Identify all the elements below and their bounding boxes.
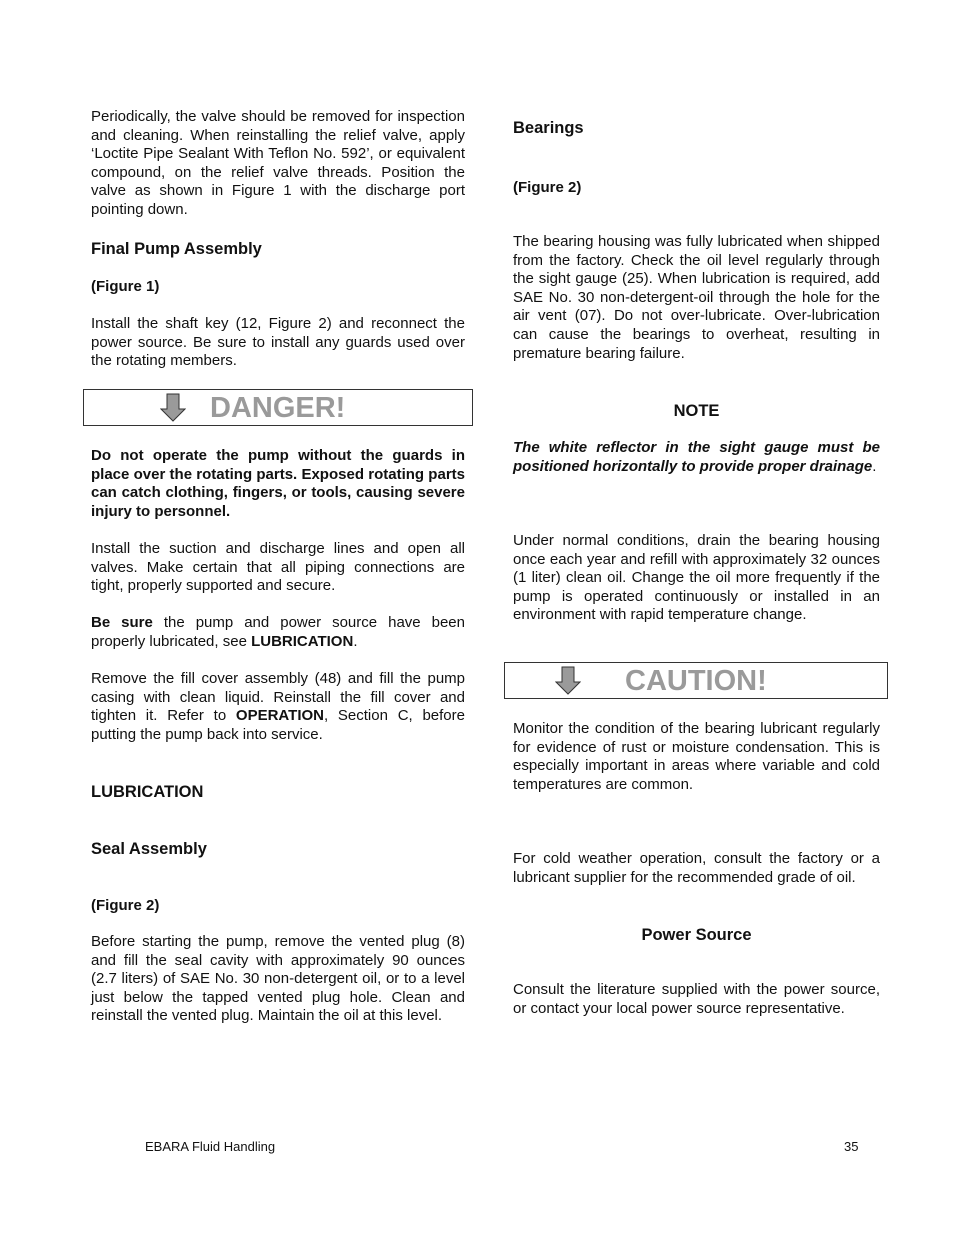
figure-1-reference: (Figure 1) [91,278,160,295]
note-heading: NOTE [673,402,720,420]
cold-weather-paragraph: For cold weather operation, consult the factory or a lubricant supplier for the recommended grade of oil. [513,850,880,886]
page-number: 35 [844,1139,859,1154]
fill-cover-paragraph [91,670,465,744]
seal-assembly-heading: Seal Assembly [91,840,207,858]
seal-cavity-paragraph: Before starting the pump, remove the vented plug (8) and fill the seal cavity with approximately 90 ounces (2.7 liters) of SAE No. 30 non-detergent oil, or to a level just below the tapped vented plug hole. Clean and reinstall the vented plug. Maintain the oil at this level. [91,933,465,1025]
lubrication-heading: LUBRICATION [91,783,204,801]
be-sure-end: . [353,632,358,650]
caution-banner [504,662,888,699]
lubrication-reference: LUBRICATION [251,632,354,650]
note-paragraph [513,439,880,476]
caution-label: CAUTION! [625,665,767,697]
danger-label: DANGER! [210,392,346,424]
shaft-key-paragraph: Install the shaft key (12, Figure 2) and reconnect the power source. Be sure to install any guards used over the rotating members. [91,315,465,370]
power-source-heading: Power Source [641,926,752,944]
power-source-paragraph: Consult the literature supplied with the power source, or contact your local power source representative. [513,981,880,1017]
suction-lines-paragraph: Install the suction and discharge lines and open all valves. Make certain that all piping connections are tight, properly supported and secure. [91,540,465,595]
bearing-housing-paragraph: The bearing housing was fully lubricated when shipped from the factory. Check the oil level regularly through the sight gauge (25). When lubrication is required, add SAE No. 30 non-detergent-oil through the hole for the air vent (07). Do not over-lubricate. Over-lubrication can cause the bearings to overheat, resulting in premature bearing failure. [513,233,880,362]
monitor-paragraph: Monitor the condition of the bearing lubricant regularly for evidence of rust or moisture condensation. This is especially important in areas where variable and cold temperatures are common. [513,720,880,793]
figure-2-reference-seal: (Figure 2) [91,897,160,914]
be-sure-text: the pump and power source have been properly lubricated, see [91,614,465,650]
final-pump-assembly-heading: Final Pump Assembly [91,240,262,258]
relief-valve-paragraph: Periodically, the valve should be removed for inspection and cleaning. When reinstalling the relief valve, apply ‘Loctite Pipe Sealant With Teflon No. 592’, or equivalent compound, on the relief valve threads. Position the valve as shown in Figure 1 with the discharge port pointing down. [91,108,465,218]
note-text: The white reflector in the sight gauge must be positioned horizontally to provide proper drainage [513,439,880,475]
fill-cover-text: Remove the fill cover assembly (48) and fill the pump casing with clean liquid. Reinstall the fill cover and tighten it. Refer to [91,670,465,725]
danger-warning-text: Do not operate the pump without the guards in place over the rotating parts. Exposed rotating parts can catch clothing, fingers, or tools, causing severe injury to personnel. [91,447,465,520]
danger-banner [83,389,473,426]
drain-paragraph: Under normal conditions, drain the bearing housing once each year and refill with approximately 32 ounces (1 liter) clean oil. Change the oil more frequently if the pump is operated continuously or installed in an environment with rapid temperature change. [513,532,880,624]
figure-2-reference-bearings: (Figure 2) [513,179,582,196]
down-arrow-icon [555,666,581,696]
bearings-heading: Bearings [513,119,584,137]
be-sure-emphasis: Be sure [91,614,153,631]
note-end: . [872,457,877,475]
be-sure-paragraph [91,614,465,651]
fill-cover-end: , Section C, before putting the pump back into service. [91,707,465,743]
down-arrow-icon [160,393,186,423]
footer-company: EBARA Fluid Handling [145,1139,276,1154]
operation-reference: OPERATION [235,707,324,725]
